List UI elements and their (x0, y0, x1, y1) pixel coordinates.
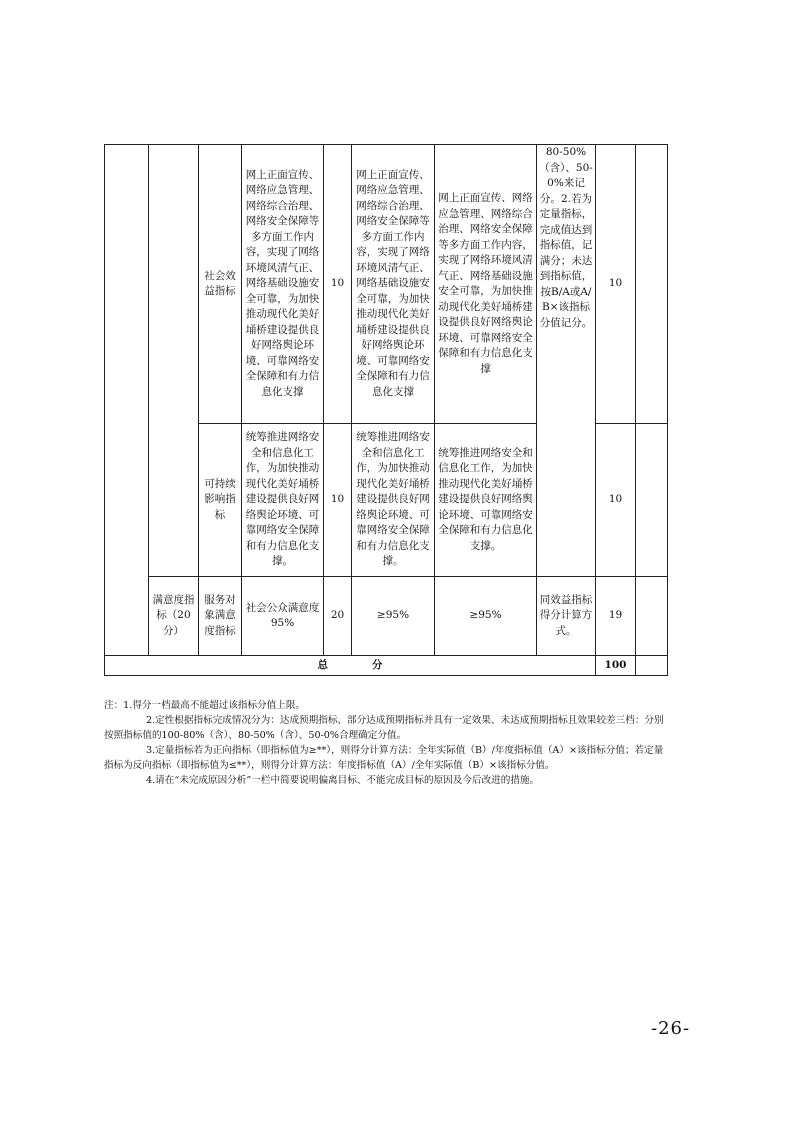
target-value-cell: 统筹推进网络安全和信息化工作，为加快推动现代化美好埇桥建设提供良好网络舆论环境、可靠网络安全保障和有力信息化支撑。 (352, 424, 435, 577)
total-label-char-2: 分 (372, 658, 383, 671)
indicator-content-cell: 统筹推进网络安全和信息化工作，为加快推动现代化美好埇桥建设提供良好网络舆论环境、可靠网络安全保障和有力信息化支撑。 (242, 424, 324, 577)
note-item: 3.定量指标若为正向指标（即指标值为≥**），则得分计算方法：全年实际值（B）/年度指标值（A）×该指标分值；若定量指标为反向指标（即指标值为≤**），则得分计算方法：年度指标值（A）/全年实际值（B）×该指标分值。 (104, 745, 664, 771)
notes-section (104, 698, 670, 788)
total-label-char-1: 总 (317, 658, 328, 671)
total-row (105, 656, 668, 676)
weight-cell: 10 (324, 145, 352, 424)
score-cell: 10 (596, 145, 636, 424)
category-cell: 满意度指标（20分） (149, 577, 199, 656)
score-cell: 19 (596, 577, 636, 656)
weight-cell: 10 (324, 424, 352, 577)
indicator-content-cell: 社会公众满意度95% (242, 577, 324, 656)
indicator-name-cell: 服务对象满意度指标 (199, 577, 242, 656)
weight-cell: 20 (324, 577, 352, 656)
table-row (105, 577, 668, 656)
table-cell-blank (636, 577, 668, 656)
target-value-cell: ≥95% (352, 577, 435, 656)
actual-value-cell: 网上正面宣传、网络应急管理、网络综合治理、网络安全保障等多方面工作内容，实现了网络环境风清气正、网络基础设施安全可靠，为加快推动现代化美好埇桥建设提供良好网络舆论环境、可靠网络安全保障和有力信息化支撑 (435, 145, 537, 424)
score-cell: 10 (596, 424, 636, 577)
indicator-name-cell: 社会效益指标 (199, 145, 242, 424)
total-score: 100 (596, 656, 636, 676)
table-cell-blank (636, 145, 668, 424)
page-number: -26- (651, 1018, 691, 1039)
table-cell-blank (636, 656, 668, 676)
table-cell-blank (636, 424, 668, 577)
table-row (105, 145, 668, 424)
indicator-content-cell: 网上正面宣传、网络应急管理、网络综合治理、网络安全保障等多方面工作内容，实现了网络环境风清气正、网络基础设施安全可靠，为加快推动现代化美好埇桥建设提供良好网络舆论环境、可靠网络安全保障和有力信息化支撑 (242, 145, 324, 424)
scoring-method-cell: 同效益指标得分计算方式。 (537, 577, 596, 656)
total-label (105, 656, 596, 676)
table-cell-blank (149, 145, 199, 577)
indicator-name-cell: 可持续影响指标 (199, 424, 242, 577)
actual-value-cell: ≥95% (435, 577, 537, 656)
note-item: 注：1.得分一档最高不能超过该指标分值上限。 (104, 700, 306, 711)
target-value-cell: 网上正面宣传、网络应急管理、网络综合治理、网络安全保障等多方面工作内容，实现了网络环境风清气正、网络基础设施安全可靠，为加快推动现代化美好埇桥建设提供良好网络舆论环境、可靠网络安全保障和有力信息化支撑 (352, 145, 435, 424)
note-item: 2.定性根据指标完成情况分为：达成预期指标、部分达成预期指标并具有一定效果、未达成预期指标且效果较差三档：分别按照指标值的100-80%（含）、80-50%（含）、50-0%合理确定分值。 (104, 715, 664, 741)
performance-table (104, 144, 668, 676)
table-cell-blank (105, 145, 149, 656)
actual-value-cell: 统筹推进网络安全和信息化工作，为加快推动现代化美好埇桥建设提供良好网络舆论环境、可靠网络安全保障和有力信息化支撑。 (435, 424, 537, 577)
scoring-method-cell: 80-50%（含）、50-0%来记分。2.若为定量指标，完成值达到指标值，记满分；未达到指标值，按B/A或A/B×该指标分值记分。 (537, 145, 596, 577)
note-item: 4.请在“未完成原因分析”一栏中简要说明偏离目标、不能完成目标的原因及今后改进的措施。 (146, 775, 540, 786)
